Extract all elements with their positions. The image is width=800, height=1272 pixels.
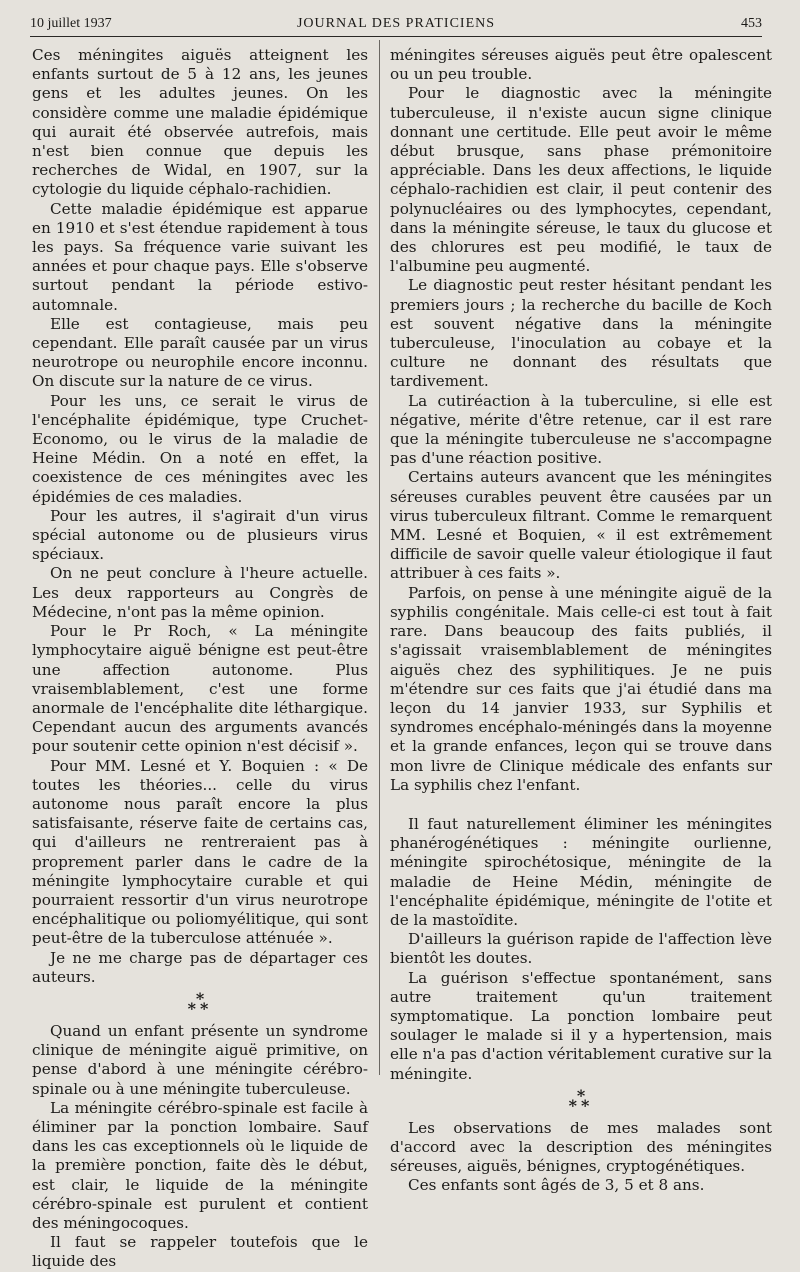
paragraph: Ces enfants sont âgés de 3, 5 et 8 ans. (408, 1176, 705, 1195)
right-column (390, 46, 772, 1196)
paragraph: Parfois, on pense à une méningite aiguë de la syphilis congénitale. Mais celle-ci est tout à fait rare. Dans beaucoup des faits publiés, il s'agissait vraisemblablement de méningites aiguës chez des syphilitiques. Je ne puis m'étendre sur ces faits que j'ai étudié dans ma leçon du 14 janvier 1933, sur Syphilis et syndromes encéphalo-méningés dans la moyenne et la grande enfances, leçon qui se trouve dans mon livre de Clinique médicale des enfants sur La syphilis chez l'enfant. (390, 583, 772, 794)
section-ornament: * ** (568, 1085, 594, 1115)
paragraph: Certains auteurs avancent que les méningites séreuses curables peuvent être causées par un virus tuberculeux filtrant. Comme le remarquent MM. Lesné et Boquien, « il est extrêmement difficile de savoir quelle valeur étiologique il faut attribuer à ces faits ». (390, 468, 772, 583)
paragraph: Les observations de mes malades sont d'accord avec la description des méningites séreuses, aiguës, bénignes, cryptogénétiques. (390, 1118, 772, 1176)
paragraph: Elle est contagieuse, mais peu cependant. Elle paraît causée par un virus neurotrope ou neurophile encore inconnu. On discute sur la nature de ce virus. (32, 314, 368, 391)
paragraph: Ces méningites aiguës atteignent les enfants surtout de 5 à 12 ans, les jeunes gens et les adultes jeunes. On les considère comme une maladie épidémique qui aurait été observée autrefois, mais n'est bien connue que depuis les recherches de Widal, en 1907, sur la cytologie du liquide céphalo-rachidien. (32, 46, 368, 199)
paragraph: Cette maladie épidémique est apparue en 1910 et s'est étendue rapidement à tous les pays. Sa fréquence varie suivant les années et pour chaque pays. Elle s'observe surtout pendant la période estivo-automnale. (32, 199, 368, 314)
paragraph: Pour MM. Lesné et Y. Boquien : « De toutes les théories... celle du virus autonome nous paraît encore la plus satisfaisante, réserve faite de certains cas, qui d'ailleurs ne rentreraient pas à proprement parler dans le cadre de la méningite lymphocytaire curable et qui pourraient ressortir d'un virus neurotrope encéphalitique ou poliomyélitique, qui sont peut-être de la tuberculose atténuée ». (32, 756, 368, 948)
header-date: 10 juillet 1937 (30, 16, 112, 31)
page-number: 453 (741, 16, 762, 31)
paragraph: D'ailleurs la guérison rapide de l'affection lève bientôt les doutes. (390, 930, 772, 968)
column-divider (379, 40, 380, 1075)
paragraph: Je ne me charge pas de départager ces auteurs. (32, 948, 368, 986)
paragraph: Pour le Pr Roch, « La méningite lymphocytaire aiguë bénigne est peut-être une affection autonome. Plus vraisemblablement, c'est une forme anormale de l'encéphalite dite léthargique. Cependant aucun des arguments avancés pour soutenir cette opinion n'est décisif ». (32, 622, 368, 756)
page-header (30, 14, 762, 37)
paragraph: Le diagnostic peut rester hésitant pendant les premiers jours ; la recherche du bacille de Koch est souvent négative dans la méningite tuberculeuse, l'inoculation au cobaye et la culture ne donnant des résultats que tardivement. (390, 276, 772, 391)
paragraph: Quand un enfant présente un syndrome clinique de méningite aiguë primitive, on pense d'abord à une méningite cérébro-spinale ou à une méningite tuberculeuse. (32, 1021, 368, 1098)
paragraph: Il faut naturellement éliminer les méningites phanérogénétiques : méningite ourlienne, méningite spirochétosique, méningite de la maladie de Heine Médin, méningite de l'encéphalite épidémique, méningite de l'otite et de la mastoïdite. (390, 814, 772, 929)
paragraph: Pour les uns, ce serait le virus de l'encéphalite épidémique, type Cruchet-Economo, ou le virus de la maladie de Heine Médin. On a noté en effet, la coexistence de ces méningites avec les épidémies de ces maladies. (32, 391, 368, 506)
journal-title: JOURNAL DES PRATICIENS (296, 16, 496, 31)
paragraph: Pour le diagnostic avec la méningite tuberculeuse, il n'existe aucun signe clinique donnant une certitude. Elle peut avoir le même début brusque, sans phase prémonitoire appréciable. Dans les deux affections, le liquide céphalo-rachidien est clair, il peut contenir des polynucléaires ou des lymphocytes, cependant, dans la méningite séreuse, le taux du glucose et des chlorures est peu modifié, le taux de l'albumine peu augmenté. (390, 84, 772, 276)
paragraph: méningites séreuses aiguës peut être opalescent ou un peu trouble. (390, 46, 772, 84)
section-ornament: * ** (187, 988, 213, 1018)
spacer (390, 795, 772, 815)
paragraph: Il faut se rappeler toutefois que le liquide des (32, 1233, 368, 1271)
paragraph: Pour les autres, il s'agirait d'un virus spécial autonome ou de plusieurs virus spéciaux. (32, 506, 368, 564)
left-column (32, 46, 368, 1272)
paragraph: La guérison s'effectue spontanément, sans autre traitement qu'un traitement symptomatique. La ponction lombaire peut soulager le malade si il y a hypertension, mais elle n'a pas d'action véritablement curative sur la méningite. (390, 968, 772, 1083)
paragraph: La méningite cérébro-spinale est facile à éliminer par la ponction lombaire. Sauf dans les cas exceptionnels où le liquide de la première ponction, faite dès le début, est clair, le liquide de la méningite cérébro-spinale est purulent et contient des méningocoques. (32, 1098, 368, 1232)
paragraph: On ne peut conclure à l'heure actuelle. Les deux rapporteurs au Congrès de Médecine, n'ont pas la même opinion. (32, 564, 368, 621)
paragraph: La cutiréaction à la tuberculine, si elle est négative, mérite d'être retenue, car il est rare que la méningite tuberculeuse ne s'accompagne pas d'une réaction positive. (390, 391, 772, 468)
